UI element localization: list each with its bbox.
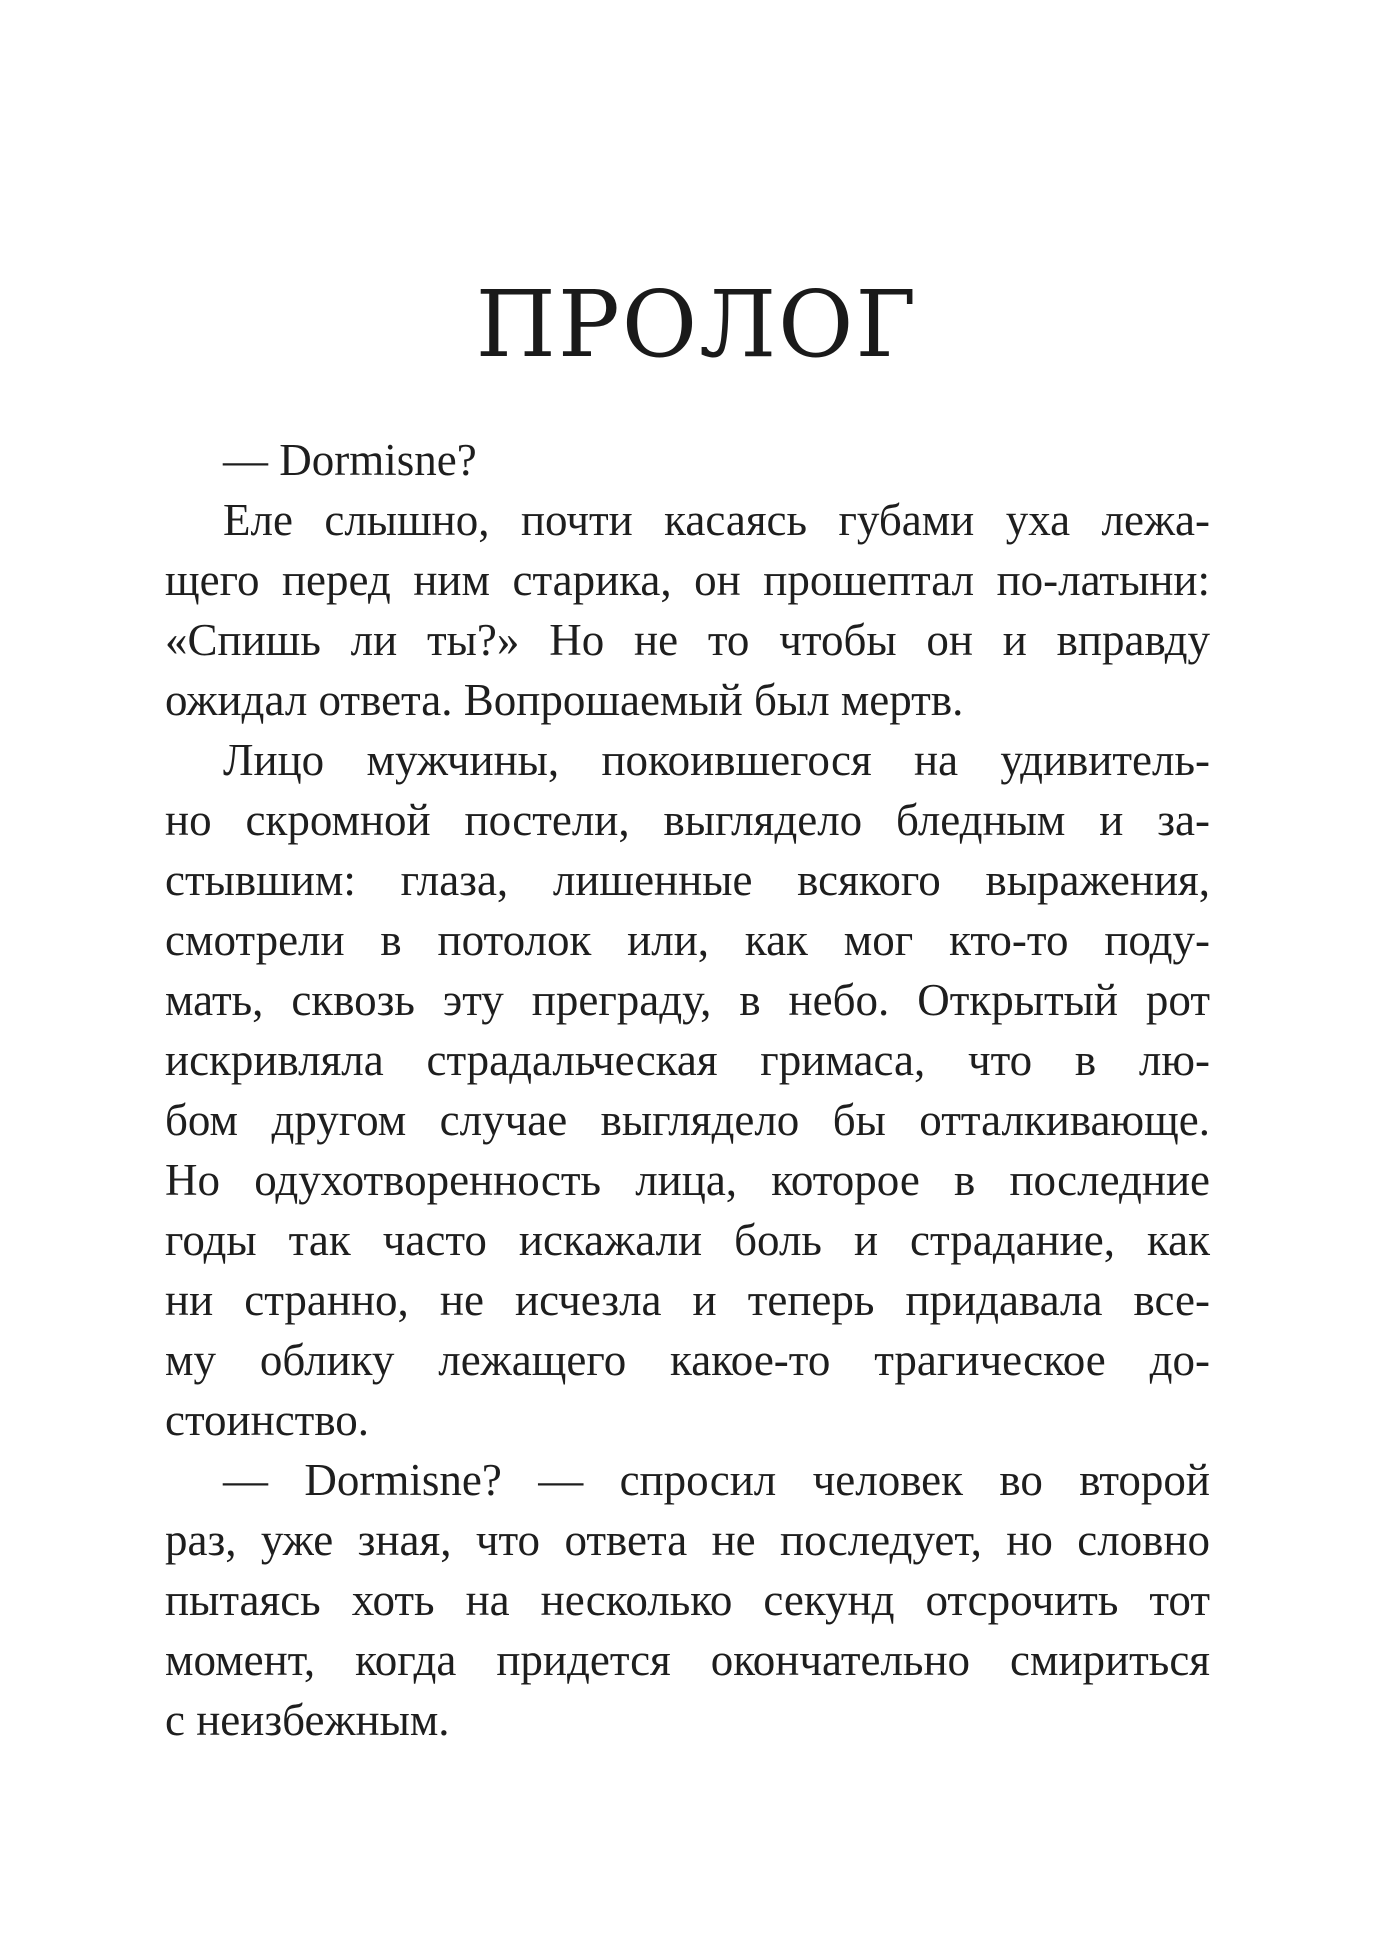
text-line: щего перед ним старика, он прошептал по-латыни: xyxy=(165,555,1210,605)
text-line: ожидал ответа. Вопрошаемый был мертв. xyxy=(165,675,964,725)
text-line: с неизбежным. xyxy=(165,1695,450,1745)
text-line: Еле слышно, почти касаясь губами уха лежа- xyxy=(223,495,1210,545)
text-line: ни странно, не исчезла и теперь придавала все- xyxy=(165,1275,1210,1325)
text-line: Лицо мужчины, покоившегося на удивитель- xyxy=(223,735,1210,785)
prologue-text xyxy=(165,430,1210,1750)
chapter-title: ПРОЛОГ xyxy=(475,271,919,378)
text-line: искривляла страдальческая гримаса, что в лю- xyxy=(165,1035,1210,1085)
text-line: стывшим: глаза, лишенные всякого выражения, xyxy=(165,855,1210,905)
text-line: бом другом случае выглядело бы отталкивающе. xyxy=(165,1095,1210,1145)
paragraph-1 xyxy=(165,430,1210,490)
text-line: годы так часто искажали боль и страдание, как xyxy=(165,1215,1210,1265)
text-line: стоинство. xyxy=(165,1395,370,1445)
text-line: мать, сквозь эту преграду, в небо. Открытый рот xyxy=(165,975,1210,1025)
text-line: но скромной постели, выглядело бледным и за- xyxy=(165,795,1210,845)
text-line: — Dormisne? — спросил человек во второй xyxy=(223,1455,1210,1505)
paragraph-3 xyxy=(165,730,1210,1450)
text-line: «Спишь ли ты?» Но не то чтобы он и вправду xyxy=(165,615,1210,665)
paragraph-2 xyxy=(165,490,1210,730)
text-line: раз, уже зная, что ответа не последует, но словно xyxy=(165,1515,1210,1565)
text-line: пытаясь хоть на несколько секунд отсрочить тот xyxy=(165,1575,1210,1625)
text-line: му облику лежащего какое-то трагическое до- xyxy=(165,1335,1210,1385)
text-line: смотрели в потолок или, как мог кто-то поду- xyxy=(165,915,1210,965)
text-line: — Dormisne? xyxy=(223,435,477,485)
text-line: момент, когда придется окончательно смириться xyxy=(165,1635,1210,1685)
paragraph-4 xyxy=(165,1450,1210,1750)
text-line: Но одухотворенность лица, которое в последние xyxy=(165,1155,1210,1205)
